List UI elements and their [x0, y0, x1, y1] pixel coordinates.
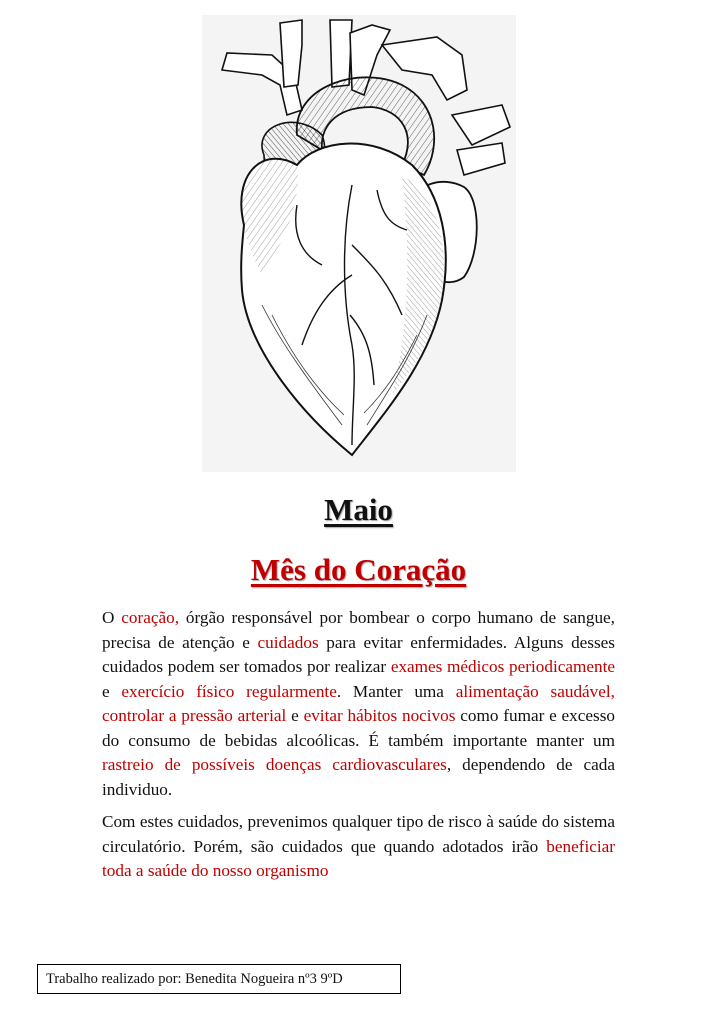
text-segment: , dependendo de cada individuo. — [102, 755, 615, 799]
text-segment: e — [102, 681, 122, 701]
highlighted-text: exercício físico regularmente — [121, 681, 337, 701]
body-text — [102, 606, 615, 892]
highlighted-text: beneficiar toda a saúde do nosso organismo — [102, 836, 615, 880]
highlighted-text: evitar hábitos nocivos — [303, 706, 456, 725]
text-segment: para evitar enfermidades. Alguns desses cuidados podem ser tomados por realizar — [102, 632, 615, 676]
text-segment: como fumar e excesso do consumo de bebidas alcoólicas. É também importante manter um — [102, 706, 616, 750]
text-segment: O — [102, 608, 122, 627]
text-segment: órgão responsável por bombear o corpo humano de sangue, precisa de atenção e — [102, 608, 615, 652]
highlighted-text: alimentação saudável, controlar a pressão arterial — [102, 681, 615, 725]
highlighted-text: exames médicos periodicamente — [390, 657, 615, 676]
text-segment: e — [286, 706, 304, 725]
highlighted-text: cuidados — [257, 632, 319, 652]
paragraph — [102, 810, 615, 884]
heart-drawing-icon — [202, 15, 516, 472]
text-segment: . Manter uma — [336, 681, 456, 701]
main-title: Mês do Coração — [250, 552, 467, 587]
author-footer: Trabalho realizado por: Benedita Nogueira nº3 9ºD — [37, 964, 401, 994]
highlighted-text: coração, — [121, 608, 179, 627]
month-title: Maio — [324, 492, 393, 527]
heart-illustration — [202, 15, 516, 472]
paragraph — [102, 606, 615, 802]
highlighted-text: rastreio de possíveis doenças cardiovasculares — [102, 755, 447, 774]
text-segment: Com estes cuidados, prevenimos qualquer tipo de risco à saúde do sistema circulatório. Porém, são cuidados que quando adotados irão — [102, 812, 615, 856]
